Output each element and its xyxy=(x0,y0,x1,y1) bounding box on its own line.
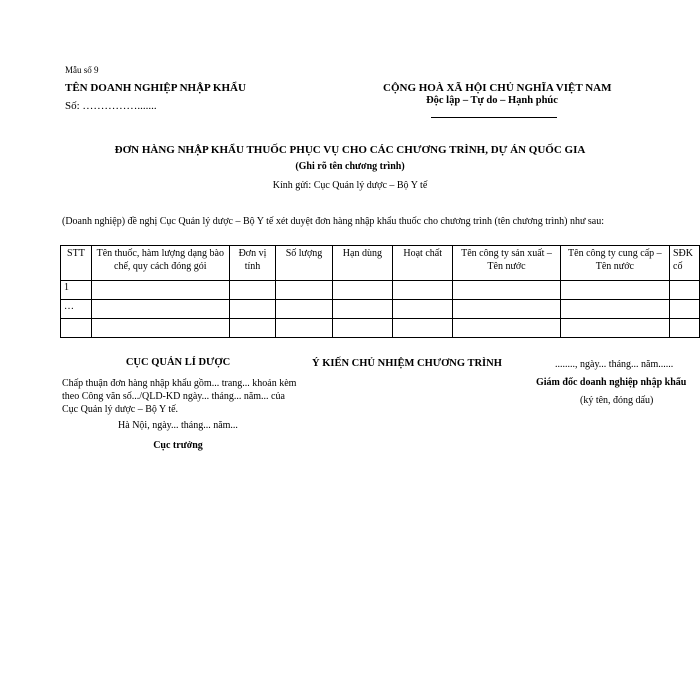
program-director-opinion-title: Ý KIẾN CHỦ NHIỆM CHƯƠNG TRÌNH xyxy=(312,358,502,369)
table-cell xyxy=(91,319,229,338)
table-cell xyxy=(393,319,453,338)
company-name: TÊN DOANH NGHIỆP NHẬP KHẨU xyxy=(65,82,246,94)
header-stt: STT xyxy=(61,246,92,281)
table-cell xyxy=(670,281,700,300)
table-cell xyxy=(229,319,276,338)
table-cell xyxy=(276,300,332,319)
form-number: Mẫu số 9 xyxy=(65,65,99,75)
director-title: Giám đốc doanh nghiệp nhập khẩu xyxy=(536,377,687,388)
table-cell xyxy=(393,300,453,319)
document-number: Số: ……………....... xyxy=(65,100,157,112)
motto-underline xyxy=(431,117,557,118)
table-row xyxy=(61,319,700,338)
table-cell xyxy=(560,319,669,338)
table-cell xyxy=(393,281,453,300)
table-cell xyxy=(670,300,700,319)
header-expiry: Hạn dùng xyxy=(332,246,392,281)
table-cell xyxy=(91,300,229,319)
table-cell xyxy=(453,281,560,300)
document-subtitle: (Ghi rõ tên chương trình) xyxy=(295,161,405,172)
row-stt: 1 xyxy=(61,281,92,300)
table-cell xyxy=(229,281,276,300)
approval-signer: Cục trưởng xyxy=(153,440,203,451)
table-cell xyxy=(560,300,669,319)
director-date: ........, ngày... tháng... năm...... xyxy=(555,359,674,370)
import-items-table xyxy=(60,245,700,338)
table-row xyxy=(61,300,700,319)
table-cell xyxy=(453,319,560,338)
table-cell xyxy=(670,319,700,338)
row-stt xyxy=(61,319,92,338)
header-drug-name: Tên thuốc, hàm lượng dạng bào chế, quy cách đóng gói xyxy=(91,246,229,281)
document-title: ĐƠN HÀNG NHẬP KHẨU THUỐC PHỤC VỤ CHO CÁC CHƯƠNG TRÌNH, DỰ ÁN QUỐC GIA xyxy=(114,144,586,156)
table-header-row xyxy=(61,246,700,281)
national-motto: Độc lập – Tự do – Hạnh phúc xyxy=(426,95,558,106)
row-stt: … xyxy=(61,300,92,319)
header-quantity: Số lượng xyxy=(276,246,332,281)
table-cell xyxy=(332,319,392,338)
nation-heading: CỘNG HOÀ XÃ HỘI CHỦ NGHĨA VIỆT NAM xyxy=(383,82,612,94)
addressee-line: Kính gửi: Cục Quản lý dược – Bộ Y tế xyxy=(272,180,428,191)
intro-paragraph: (Doanh nghiệp) đề nghị Cục Quản lý dược – Bộ Y tế xét duyệt đơn hàng nhập khẩu thuốc cho chương trình (tên chương trình) như sau: xyxy=(62,216,604,227)
header-registration: SĐK cố xyxy=(670,246,700,281)
table-cell xyxy=(560,281,669,300)
table-cell xyxy=(332,300,392,319)
header-unit: Đơn vị tính xyxy=(229,246,276,281)
table-cell xyxy=(276,319,332,338)
drug-administration-title: CỤC QUẢN LÍ DƯỢC xyxy=(125,357,231,368)
table-cell xyxy=(453,300,560,319)
table-cell xyxy=(276,281,332,300)
table-cell xyxy=(229,300,276,319)
approval-date: Hà Nội, ngày... tháng... năm... xyxy=(118,420,238,431)
header-supplier: Tên công ty cung cấp – Tên nước xyxy=(560,246,669,281)
header-manufacturer: Tên công ty sản xuất – Tên nước xyxy=(453,246,560,281)
director-sign-note: (ký tên, đóng dấu) xyxy=(580,395,654,406)
table-cell xyxy=(91,281,229,300)
table-row xyxy=(61,281,700,300)
header-active-ingredient: Hoạt chất xyxy=(393,246,453,281)
table-cell xyxy=(332,281,392,300)
approval-text: Chấp thuận đơn hàng nhập khẩu gồm... trang... khoản kèm theo Công văn số.../QLD-KD ngày... tháng... năm... của Cục Quản lý dược – Bộ Y tế. xyxy=(62,378,297,415)
